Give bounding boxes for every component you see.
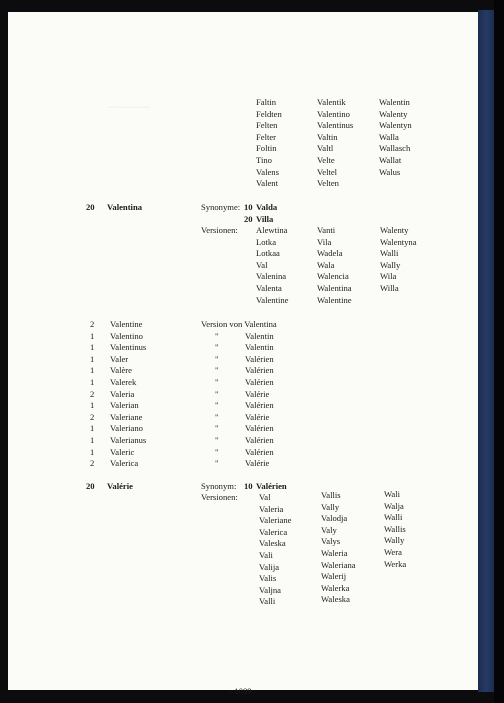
name-entry: Veltel bbox=[317, 166, 338, 177]
version-entry: Willa bbox=[380, 283, 399, 293]
row-name: Valerica bbox=[110, 458, 139, 469]
synonyme-label: Synonyme: bbox=[201, 202, 241, 212]
ditto-mark: " bbox=[215, 411, 219, 422]
version-entry: Vila bbox=[317, 236, 332, 247]
version-entry: Walentyna bbox=[380, 236, 417, 247]
name-entry: Walla bbox=[379, 131, 399, 142]
row-count: 2 bbox=[90, 458, 95, 469]
name-entry: Valentik bbox=[317, 97, 346, 107]
version-entry: Valys bbox=[321, 536, 341, 547]
name-entry: Feldten bbox=[256, 108, 282, 119]
version-entry: Wadela bbox=[317, 248, 343, 259]
version-entry: Walerka bbox=[321, 582, 350, 593]
ditto-mark: " bbox=[215, 330, 219, 341]
version-entry: Valy bbox=[321, 524, 337, 535]
name-entry: Velten bbox=[317, 178, 339, 189]
version-entry: Walentina bbox=[317, 283, 352, 293]
version-entry: Valjna bbox=[259, 584, 281, 595]
name-entry: Valentino bbox=[317, 108, 350, 119]
row-count: 1 bbox=[90, 435, 95, 445]
version-entry: Walli bbox=[380, 248, 399, 259]
version-entry: Valenta bbox=[256, 283, 282, 293]
row-name: Valeria bbox=[110, 388, 135, 399]
row-name: Valentinus bbox=[110, 342, 147, 353]
name-entry: Faltin bbox=[256, 97, 277, 107]
ditto-mark: " bbox=[215, 458, 219, 469]
version-entry: Waleska bbox=[321, 594, 350, 605]
row-reference: Valérien bbox=[245, 353, 274, 364]
version-entry: Wila bbox=[380, 271, 397, 282]
name-entry: Wallat bbox=[379, 155, 402, 165]
bleed-through: ~~~~~~~~~ bbox=[108, 102, 150, 112]
version-entry: Wally bbox=[380, 259, 401, 270]
version-entry: Val bbox=[256, 259, 268, 270]
entry-count: 20 bbox=[86, 202, 95, 212]
row-count: 1 bbox=[90, 330, 95, 341]
version-entry: Wallis bbox=[384, 523, 406, 534]
version-entry: Valodja bbox=[321, 513, 348, 524]
version-entry: Waleriana bbox=[321, 559, 356, 570]
row-reference: Valérie bbox=[245, 411, 270, 422]
row-name: Valer bbox=[110, 353, 129, 364]
name-entry: Felten bbox=[256, 120, 278, 131]
row-count: 2 bbox=[90, 411, 95, 422]
row-reference: Valérien bbox=[245, 400, 274, 411]
name-entry: Walus bbox=[379, 166, 401, 177]
version-entry: Vanti bbox=[317, 225, 336, 235]
row-name: Valentino bbox=[110, 330, 143, 341]
name-entry: Valtin bbox=[317, 131, 338, 142]
version-entry: Wera bbox=[384, 547, 402, 557]
row-name: Valerek bbox=[110, 377, 137, 387]
version-entry: Waleria bbox=[321, 548, 348, 558]
row-count: 1 bbox=[90, 400, 95, 411]
row-name: Valerian bbox=[110, 400, 139, 411]
ditto-mark: " bbox=[215, 400, 219, 411]
ditto-mark: " bbox=[215, 446, 219, 457]
row-count: 1 bbox=[90, 365, 95, 376]
synonym-count: 10 bbox=[244, 202, 253, 212]
row-reference: Valérie bbox=[245, 388, 270, 399]
version-entry: Val bbox=[259, 492, 271, 502]
version-entry: Wala bbox=[317, 259, 335, 270]
row-count: 1 bbox=[90, 353, 95, 364]
document-page bbox=[8, 12, 478, 696]
name-entry: Felter bbox=[256, 131, 277, 142]
name-entry: Foltin bbox=[256, 143, 277, 154]
row-reference: Valérien bbox=[245, 377, 274, 387]
ditto-mark: " bbox=[215, 353, 219, 364]
versionen-label: Versionen: bbox=[201, 492, 238, 502]
row-reference: Valérien bbox=[245, 446, 274, 457]
ditto-mark: " bbox=[215, 388, 219, 399]
version-entry: Wali bbox=[384, 489, 401, 499]
version-entry: Vali bbox=[259, 550, 273, 560]
row-reference: Valérien bbox=[245, 423, 274, 434]
page-edge-shadow bbox=[494, 0, 504, 703]
version-entry: Valerica bbox=[259, 526, 288, 537]
row-name: Valeriane bbox=[110, 411, 143, 422]
version-entry: Valenina bbox=[256, 271, 287, 282]
row-reference: Valérie bbox=[245, 458, 270, 469]
page-number: - 1089 - bbox=[229, 686, 257, 696]
version-entry: Lotka bbox=[256, 236, 277, 247]
synonym-count: 10 bbox=[244, 481, 253, 491]
entry-count: 20 bbox=[86, 481, 95, 491]
row-count: 1 bbox=[90, 342, 95, 353]
version-entry: Valentine bbox=[256, 294, 289, 305]
synonym-name: Villa bbox=[256, 213, 274, 224]
entry-name: Valentina bbox=[107, 202, 143, 212]
version-entry: Lotkaa bbox=[256, 248, 280, 259]
name-entry: Valentinus bbox=[317, 120, 354, 131]
ditto-mark: " bbox=[215, 342, 219, 353]
version-entry: Valeriane bbox=[259, 515, 292, 526]
version-entry: Walerij bbox=[321, 571, 347, 582]
row-name: Valeriano bbox=[110, 423, 143, 434]
row-count: 1 bbox=[90, 377, 95, 387]
row-count: 1 bbox=[90, 446, 95, 457]
version-entry: Walli bbox=[384, 512, 403, 523]
ditto-mark: " bbox=[215, 423, 219, 434]
row-count: 1 bbox=[90, 423, 95, 434]
row-count: 2 bbox=[90, 388, 95, 399]
synonym-label: Synonym: bbox=[201, 481, 237, 491]
name-entry: Velte bbox=[317, 155, 335, 165]
ditto-mark: " bbox=[215, 435, 219, 445]
version-entry: Walentine bbox=[317, 294, 352, 305]
row-reference: Valentin bbox=[245, 342, 274, 353]
version-von-header: Version von Valentina bbox=[201, 319, 277, 329]
row-name: Valentine bbox=[110, 319, 143, 329]
version-entry: Valija bbox=[259, 561, 280, 572]
name-entry: Valens bbox=[256, 166, 279, 177]
row-name: Valeric bbox=[110, 446, 135, 457]
version-entry: Valis bbox=[259, 573, 277, 584]
version-entry: Walja bbox=[384, 500, 404, 511]
row-reference: Valérien bbox=[245, 365, 274, 376]
version-entry: Wally bbox=[384, 535, 405, 546]
version-entry: Walenty bbox=[380, 225, 409, 235]
row-reference: Valérien bbox=[245, 435, 274, 445]
name-entry: Walenty bbox=[379, 108, 408, 119]
version-entry: Vallis bbox=[321, 490, 341, 500]
version-entry: Walencia bbox=[317, 271, 349, 282]
version-entry: Valeria bbox=[259, 503, 284, 514]
row-reference: Valentin bbox=[245, 330, 274, 341]
ditto-mark: " bbox=[215, 377, 219, 387]
row-name: Valère bbox=[110, 365, 132, 376]
synonym-name: Valérien bbox=[256, 481, 287, 491]
entry-name: Valérie bbox=[107, 481, 133, 491]
ditto-mark: " bbox=[215, 365, 219, 376]
name-entry: Valent bbox=[256, 178, 278, 189]
version-entry: Alewtina bbox=[256, 225, 288, 235]
name-entry: Tino bbox=[256, 155, 272, 165]
name-entry: Wallasch bbox=[379, 143, 411, 154]
synonym-count: 20 bbox=[244, 213, 253, 224]
synonym-name: Valda bbox=[256, 202, 278, 212]
version-entry: Valli bbox=[259, 596, 276, 607]
version-entry: Valeska bbox=[259, 538, 286, 549]
versionen-label: Versionen: bbox=[201, 225, 238, 235]
row-count: 2 bbox=[90, 319, 95, 329]
row-name: Valerianus bbox=[110, 435, 147, 445]
name-entry: Walentyn bbox=[379, 120, 412, 131]
version-entry: Werka bbox=[384, 558, 407, 569]
name-entry: Walentin bbox=[379, 97, 410, 107]
version-entry: Vally bbox=[321, 501, 340, 512]
name-entry: Valtl bbox=[317, 143, 334, 154]
